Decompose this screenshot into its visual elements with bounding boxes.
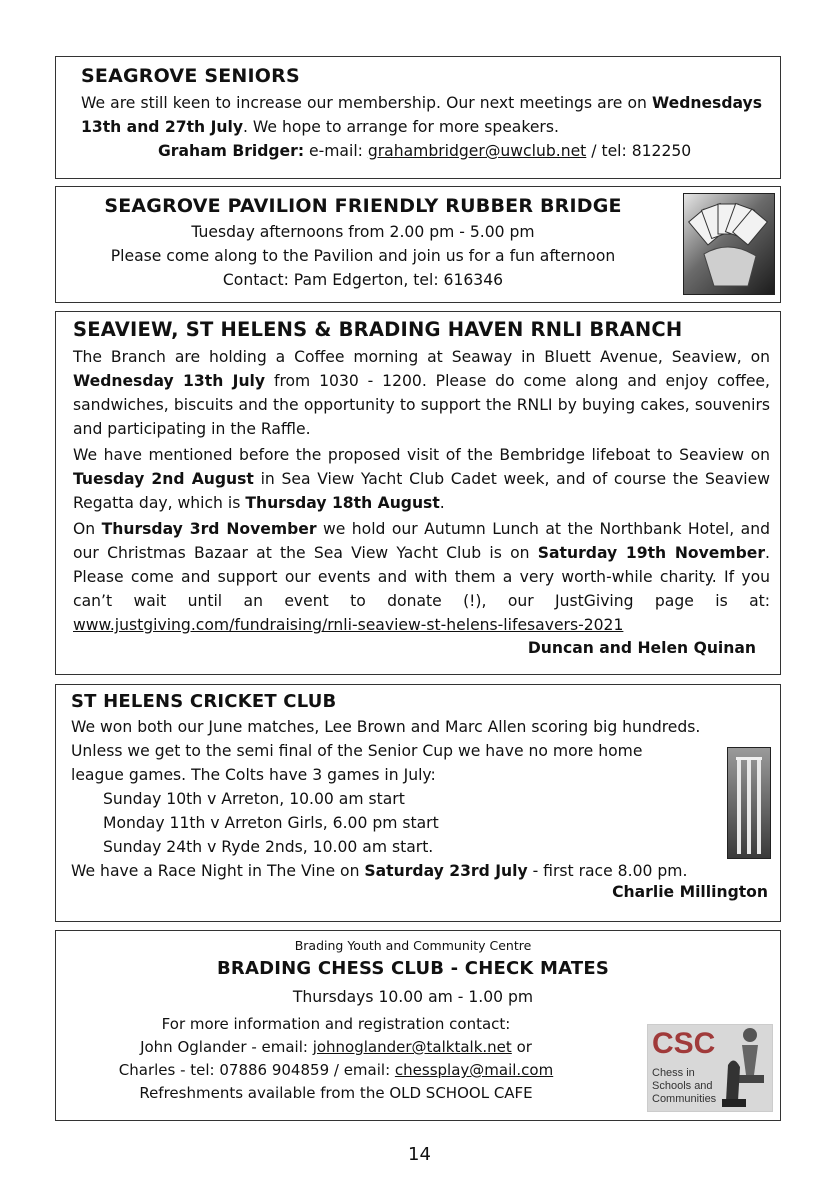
seniors-dates: Wednesdays 13th and 27th July (81, 94, 762, 136)
rnli-signature: Duncan and Helen Quinan (527, 639, 756, 657)
seniors-title: SEAGROVE SENIORS (81, 65, 300, 87)
seagrove-seniors-box (55, 56, 781, 179)
rnli-p2-date: Tuesday 2nd August (73, 470, 254, 488)
bridge-text (56, 195, 670, 292)
bridge-contact: Contact: Pam Edgerton, tel: 616346 (222, 271, 504, 289)
rnli-p3-bazaar: Saturday 19th November (537, 544, 766, 562)
csc-line3: Communities (652, 1093, 717, 1105)
rnli-paragraph-1 (73, 345, 770, 441)
fixture-list (71, 787, 774, 859)
rnli-p3-a: On (73, 520, 102, 538)
john-or: or (511, 1038, 532, 1056)
playing-cards-icon (683, 193, 775, 295)
chess-time: Thursdays 10.00 am - 1.00 pm (292, 988, 534, 1006)
chess-refreshments: Refreshments available from the OLD SCHOOL CAFE (139, 1084, 533, 1102)
seniors-text (81, 91, 762, 139)
csc-line1: Chess in (652, 1067, 695, 1079)
race-date: Saturday 23rd July (364, 862, 528, 880)
john-label: John Oglander - email: (140, 1038, 313, 1056)
bridge-invite: Please come along to the Pavilion and join us for a fun afternoon (110, 247, 616, 265)
fixture-item: Sunday 24th v Ryde 2nds, 10.00 am start. (103, 838, 434, 856)
seniors-email-label: e-mail: (304, 142, 368, 160)
chess-title: BRADING CHESS CLUB - CHECK MATES (217, 958, 609, 979)
chess-venue: Brading Youth and Community Centre (294, 938, 532, 953)
seniors-contact-name: Graham Bridger: (158, 142, 305, 160)
rnli-p1-date: Wednesday 13th July (73, 372, 266, 390)
rnli-p3-c: we hold our Autumn Lunch at the Northbank Hotel, and our Christmas Bazaar at the Sea View Yacht Club is on (73, 520, 770, 562)
rnli-p3-e: . Please come and support our events and with them a very worth-while charity. If you can’t wait until an event to donate (!), our JustGiving page is at: (73, 544, 770, 610)
chess-info: For more information and registration contact: (161, 1015, 511, 1033)
rnli-p1-c: from 1030 - 1200. Please do come along and enjoy coffee, sandwiches, biscuits and the opportunity to support the RNLI by buying cakes, souvenirs and participating in the Raffle. (73, 372, 770, 438)
race-c: - first race 8.00 pm. (527, 862, 688, 880)
rnli-p1-a: The Branch are holding a Coffee morning at Seaway in Bluett Avenue, Seaview, on (73, 348, 770, 366)
fixture-item: Sunday 10th v Arreton, 10.00 am start (103, 790, 405, 808)
cricket-box (55, 684, 781, 922)
justgiving-link[interactable]: www.justgiving.com/fundraising/rnli-seaview-st-helens-lifesavers-2021 (73, 616, 624, 634)
csc-line2: Schools and (652, 1080, 713, 1092)
csc-logo (647, 1024, 773, 1112)
chess-contacts (56, 1013, 616, 1105)
cricket-title: ST HELENS CRICKET CLUB (71, 691, 337, 712)
rnli-p3-lunch: Thursday 3rd November (101, 520, 317, 538)
seniors-email-link[interactable]: grahambridger@uwclub.net (367, 142, 587, 160)
fixture-item: Monday 11th v Arreton Girls, 6.00 pm start (103, 814, 439, 832)
chess-john (56, 1036, 616, 1059)
chess-box (55, 930, 781, 1121)
seniors-line1: We are still keen to increase our membership. Our next meetings are on (81, 94, 647, 112)
chess-charles (56, 1059, 616, 1082)
chess-text (56, 937, 770, 1009)
cricket-signature: Charlie Millington (612, 883, 768, 901)
john-email-link[interactable]: johnoglander@talktalk.net (312, 1038, 512, 1056)
seniors-contact (81, 139, 762, 163)
bridge-title: SEAGROVE PAVILION FRIENDLY RUBBER BRIDGE (104, 195, 622, 217)
charles-label: Charles - tel: 07886 904859 / email: (118, 1061, 395, 1079)
race-a: We have a Race Night in The Vine on (71, 862, 365, 880)
rnli-title: SEAVIEW, ST HELENS & BRADING HAVEN RNLI BRANCH (73, 318, 683, 341)
page-number: 14 (408, 1144, 431, 1165)
bridge-box (55, 186, 781, 303)
cricket-stumps-icon (727, 747, 771, 859)
rnli-p2-regatta: Thursday 18th August (245, 494, 440, 512)
rnli-p2-a: We have mentioned before the proposed visit of the Bembridge lifeboat to Seaview on (73, 446, 770, 464)
rnli-p2-e: . (439, 494, 445, 512)
seniors-tel: / tel: 812250 (586, 142, 692, 160)
chess-pieces-icon (720, 1025, 770, 1109)
rnli-box (55, 311, 781, 675)
csc-abbr: CSC (652, 1027, 716, 1060)
rnli-paragraph-2 (73, 443, 770, 515)
seniors-line2: . We hope to arrange for more speakers. (243, 118, 559, 136)
charles-email-link[interactable]: chessplay@mail.com (394, 1061, 554, 1079)
race-night (71, 859, 774, 883)
cricket-line2: Unless we get to the semi final of the Senior Cup we have no more home (71, 742, 643, 760)
cricket-line3: league games. The Colts have 3 games in July: (71, 766, 436, 784)
bridge-time: Tuesday afternoons from 2.00 pm - 5.00 pm (191, 223, 535, 241)
cricket-line1: We won both our June matches, Lee Brown and Marc Allen scoring big hundreds. (71, 718, 701, 736)
rnli-paragraph-3 (73, 517, 770, 637)
rnli-p2-c: in Sea View Yacht Club Cadet week, and of course the Seaview Regatta day, which is (73, 470, 770, 512)
